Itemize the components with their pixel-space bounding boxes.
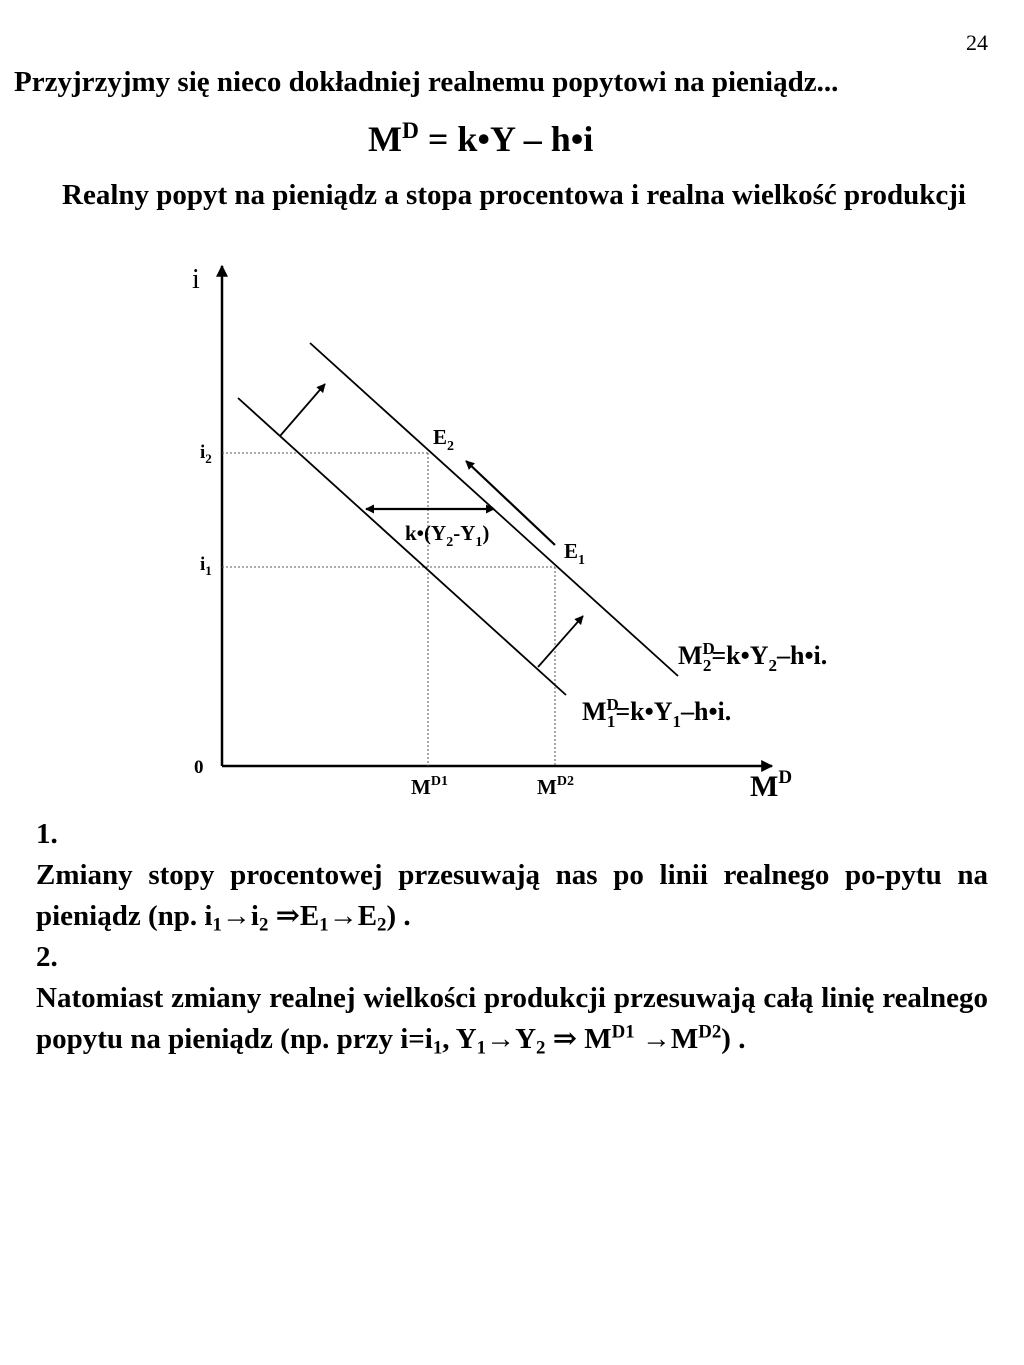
curve1-label [582, 695, 731, 731]
shift-arrow-upper [280, 384, 325, 436]
item-1-number: 1. [36, 818, 58, 850]
i1-label-sub: 1 [205, 563, 212, 578]
shift-distance-b: -Y [453, 521, 476, 545]
curve1-ysub: 1 [672, 712, 681, 731]
y-axis-label: i [192, 264, 200, 295]
item2-t1: Natomiast zmiany realnej wielkości produkcji przesuwają całą linię realnego popytu na pieniądz (np. przy i=i [36, 982, 988, 1055]
i2-label-base: i [200, 442, 206, 463]
point-e2-label [433, 425, 454, 454]
shift-distance-sub1: 2 [446, 535, 454, 550]
item1-s1: 1 [212, 914, 222, 936]
curve1-sup: D [606, 695, 619, 714]
item1-t2: →i [221, 900, 259, 932]
item1-t1: Zmiany stopy procentowej przesuwają nas po linii realnego po-pytu na pieniądz (np. i [36, 859, 988, 932]
shift-distance-c: ) [482, 521, 490, 545]
curve2-sub: 2 [702, 656, 712, 675]
formula-m: M [368, 119, 402, 159]
x-axis-label [750, 767, 792, 803]
curve2-label [678, 639, 827, 675]
point-e1-label [564, 539, 585, 568]
demand-curve-1 [238, 398, 566, 695]
item2-t4: ⇒ M [545, 1023, 612, 1055]
item-2-text [36, 978, 988, 1060]
x-axis-label-sup: D [778, 767, 793, 788]
item-1-text [36, 855, 988, 937]
i1-label-base: i [200, 554, 206, 575]
curve1-b: –h•i. [680, 697, 732, 726]
i2-label [200, 442, 212, 466]
slide-heading: Przyjrzyjmy się nieco dokładniej realnemu popytowi na pieniądz... [14, 66, 839, 98]
item-2-number: 2. [36, 941, 58, 973]
item1-t3: ⇒E [268, 900, 320, 932]
item2-s2: 1 [476, 1037, 487, 1059]
point-e1-sub: 1 [578, 553, 586, 568]
shift-distance-label [405, 521, 489, 550]
i2-label-sub: 2 [205, 451, 212, 466]
diagram-subtitle: Realny popyt na pieniądz a stopa procentowa i realna wielkość produkcji [62, 179, 966, 211]
curve2-b: –h•i. [776, 641, 828, 670]
curve1-sub: 1 [606, 712, 616, 731]
item1-t4: →E [328, 900, 378, 932]
md1-tick-label [411, 774, 448, 799]
md2-tick-sup: D2 [556, 774, 574, 789]
formula-sup: D [401, 118, 419, 145]
md1-tick-sup: D1 [430, 774, 448, 789]
item2-sup2: D2 [698, 1021, 722, 1043]
item1-s3: 1 [319, 914, 329, 936]
item2-t2: , Y [442, 1023, 477, 1055]
item2-s3: 2 [536, 1037, 546, 1059]
curve2-a: =k•Y [711, 641, 769, 670]
item2-t6: ) . [721, 1023, 746, 1055]
md2-tick-base: M [537, 775, 557, 799]
curve2-sup: D [702, 639, 715, 658]
md2-tick-label [537, 774, 574, 799]
curve2-ysub: 2 [768, 656, 777, 675]
item2-t5: →M [634, 1023, 699, 1055]
formula-rest: = k•Y – h•i [418, 119, 594, 159]
x-axis-label-base: M [750, 770, 779, 803]
curve1-a: =k•Y [615, 697, 673, 726]
item1-s2: 2 [258, 914, 269, 936]
curve1-m: M [582, 697, 607, 726]
item2-t3: →Y [486, 1023, 537, 1055]
item1-t5: ) . [386, 900, 411, 932]
shift-distance-sub2: 1 [475, 535, 483, 550]
curve2-m: M [678, 641, 703, 670]
origin-label: 0 [194, 757, 204, 778]
point-e2-sub: 2 [447, 439, 455, 454]
md1-tick-base: M [411, 775, 431, 799]
item2-s1: 1 [432, 1037, 443, 1059]
i1-label [200, 554, 212, 578]
point-e1-base: E [564, 539, 579, 563]
shift-arrow-lower [538, 616, 583, 667]
item1-s4: 2 [377, 914, 387, 936]
page-number: 24 [966, 30, 988, 55]
point-e2-base: E [433, 425, 448, 449]
item2-sup1: D1 [611, 1021, 635, 1043]
shift-distance-a: k•(Y [405, 521, 447, 545]
movement-arrow-e1-e2 [466, 461, 555, 545]
